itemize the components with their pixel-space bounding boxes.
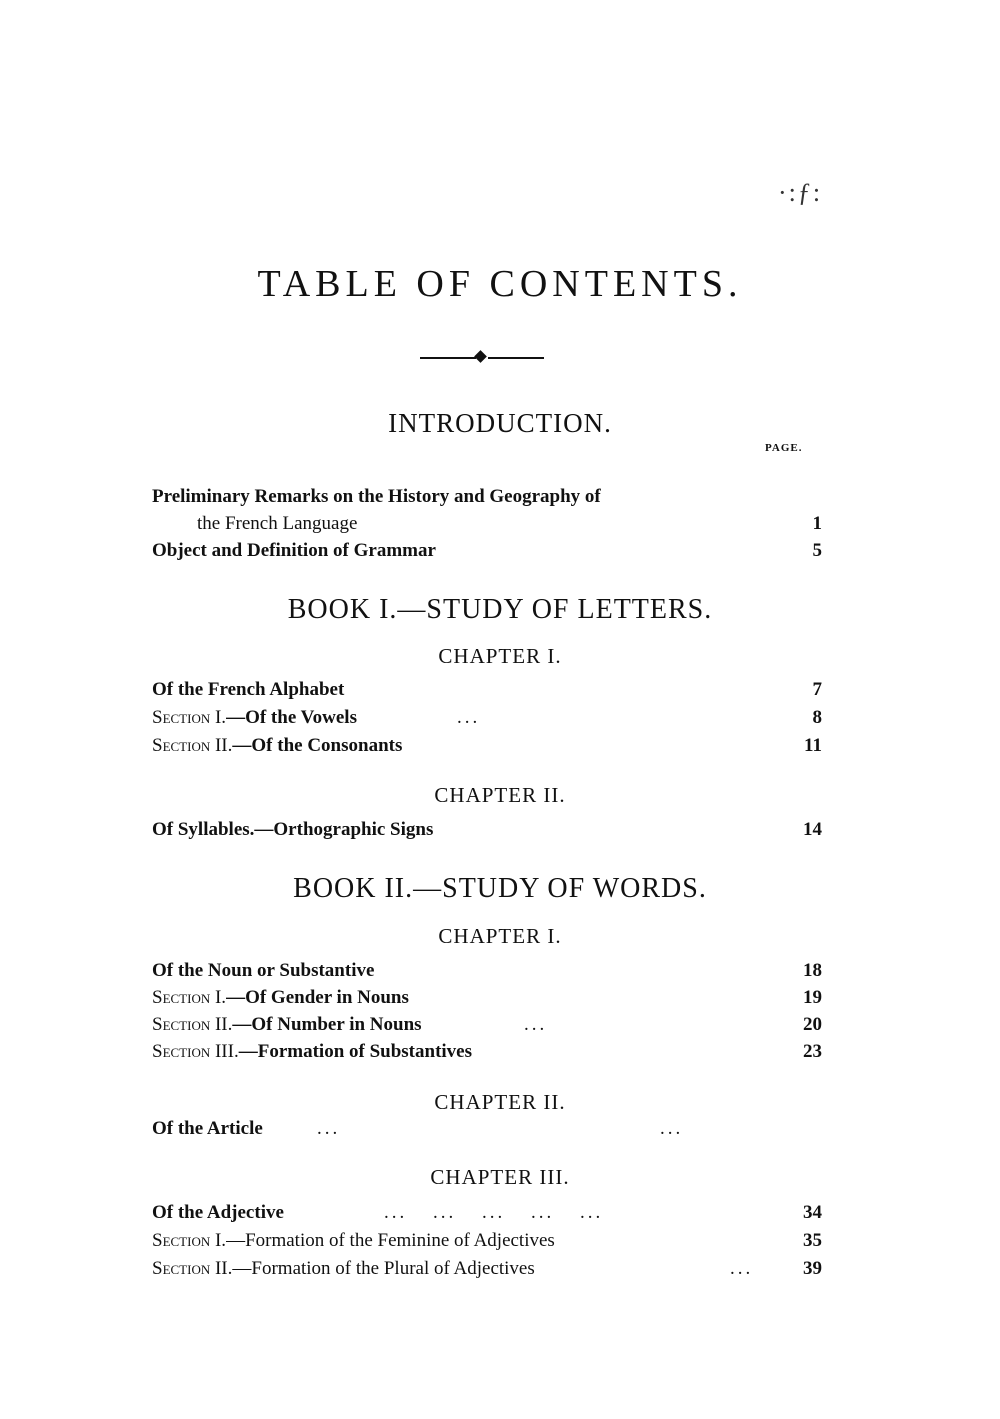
toc-entry[interactable] [152, 705, 822, 731]
toc-entry-page: 23 [803, 1041, 822, 1062]
toc-entry[interactable] [152, 1039, 822, 1065]
book-2-chapter-1-heading: CHAPTER I. [438, 924, 562, 948]
toc-entry-leader-dots: ... [524, 1014, 548, 1035]
toc-entry-page: 11 [804, 735, 822, 756]
toc-entry-text: Of the French Alphabet [152, 679, 345, 700]
toc-entry-text: Of the Noun or Substantive [152, 960, 375, 981]
book-1-chapter-2-heading: CHAPTER II. [434, 783, 566, 807]
toc-entry-section-label: Section III. [152, 1041, 239, 1062]
toc-entry-text: Of Syllables.—Orthographic Signs [152, 819, 434, 840]
toc-entry-page: 8 [812, 707, 822, 728]
toc-entry[interactable] [152, 1256, 822, 1282]
toc-entry-text: —Formation of the Plural of Adjectives [232, 1258, 535, 1279]
toc-entry-section-label: Section II. [152, 735, 233, 756]
toc-entry-page: 39 [803, 1258, 822, 1279]
toc-entry-text: —Of Number in Nouns [232, 1014, 422, 1035]
book-1-heading: BOOK I.—STUDY OF LETTERS. [287, 594, 713, 625]
toc-entry[interactable] [152, 1116, 822, 1142]
toc-entry-section-label: Section I. [152, 987, 227, 1008]
toc-entry[interactable] [152, 511, 822, 537]
toc-entry-leader-dots: ... [660, 1118, 684, 1139]
toc-entry[interactable] [152, 1228, 822, 1254]
book-2-chapter-2-heading: CHAPTER II. [434, 1090, 566, 1114]
toc-entry-page: 14 [803, 819, 822, 840]
toc-entry-page: 5 [812, 540, 822, 561]
toc-entry-text: Preliminary Remarks on the History and Geography of [152, 486, 601, 507]
toc-entry-text: —Of the Vowels [226, 707, 357, 728]
toc-entry-leader-dots: ... ... ... ... ... [384, 1202, 604, 1223]
title-ornament-divider [420, 350, 544, 366]
toc-entry-text: Of the Article [152, 1118, 263, 1139]
toc-entry-leader-dots: ... [317, 1118, 341, 1139]
toc-entry-leader-dots: ... [457, 707, 481, 728]
toc-entry[interactable] [152, 538, 822, 564]
introduction-heading: INTRODUCTION. [388, 408, 612, 438]
toc-entry-section-label: Section II. [152, 1258, 233, 1279]
book-2-heading: BOOK II.—STUDY OF WORDS. [293, 873, 707, 904]
page-column-label: PAGE. [765, 442, 803, 454]
toc-entry-text: —Of Gender in Nouns [226, 987, 409, 1008]
toc-entry-text: the French Language [197, 513, 358, 534]
toc-entry[interactable] [152, 958, 822, 984]
toc-entry[interactable] [152, 817, 822, 843]
toc-entry-page: 18 [803, 960, 822, 981]
toc-entry-text: —Formation of Substantives [238, 1041, 473, 1062]
toc-entry-page: 20 [803, 1014, 822, 1035]
toc-entry-text: Of the Adjective [152, 1202, 284, 1223]
toc-entry-page: 1 [812, 513, 822, 534]
toc-entry-section-label: Section I. [152, 707, 227, 728]
toc-entry[interactable] [152, 1200, 822, 1226]
toc-entry-page: 7 [812, 679, 822, 700]
toc-entry-text: —Formation of the Feminine of Adjectives [226, 1230, 555, 1251]
toc-entry[interactable] [152, 985, 822, 1011]
book-2-chapter-3-heading: CHAPTER III. [430, 1165, 570, 1189]
toc-entry-section-label: Section I. [152, 1230, 227, 1251]
book-1-chapter-1-heading: CHAPTER I. [438, 644, 562, 668]
toc-entry-leader-dots: ... [730, 1258, 754, 1279]
toc-entry[interactable] [152, 733, 822, 759]
toc-entry-section-label: Section II. [152, 1014, 233, 1035]
corner-annotation-mark: ·:ƒ: [778, 178, 823, 207]
toc-entry-page: 35 [803, 1230, 822, 1251]
toc-entry-text: —Of the Consonants [232, 735, 403, 756]
toc-entry[interactable] [152, 484, 822, 510]
toc-entry-page: 19 [803, 987, 822, 1008]
toc-entry[interactable] [152, 1012, 822, 1038]
toc-entry-page: 34 [803, 1202, 822, 1223]
toc-entry[interactable] [152, 677, 822, 703]
toc-entry-text: Object and Definition of Grammar [152, 540, 436, 561]
page-title: TABLE OF CONTENTS. [257, 263, 743, 305]
